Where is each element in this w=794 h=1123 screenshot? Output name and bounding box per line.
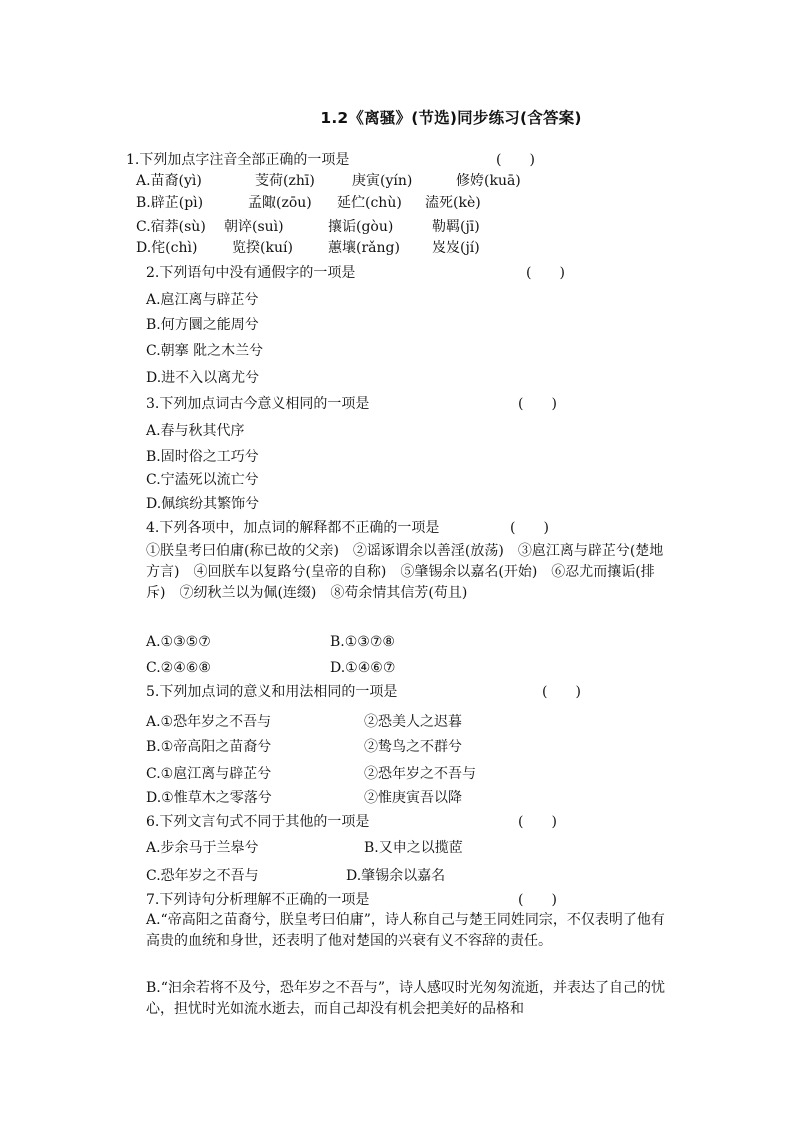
q4-stem: 4.下列各项中，加点词的解释都不正确的一项是 <box>146 520 440 536</box>
q5-answer-blank: ( ) <box>542 684 581 700</box>
q5-option-c-1: C.①扈江离与辟芷兮 <box>146 766 272 782</box>
q3-option-a: A.春与秋其代序 <box>146 423 245 439</box>
q4-option-d: D.①④⑥⑦ <box>330 660 396 676</box>
q5-option-d-2: ②惟庚寅吾以降 <box>364 790 462 806</box>
q3-option-d: D.佩缤纷其繁饰兮 <box>146 496 260 512</box>
q4-option-c: C.②④⑥⑧ <box>146 660 211 676</box>
q1-option-c-1: C.宿莽(sù) <box>136 219 206 235</box>
q1-option-d-3: 蕙壤(rǎng) <box>328 240 400 256</box>
q1-option-d-4: 岌岌(jí) <box>432 240 480 256</box>
q1-option-c-3: 攘诟(gòu) <box>328 219 394 235</box>
q1-option-d-2: 览揆(kuí) <box>232 240 293 256</box>
q3-option-b: B.固时俗之工巧兮 <box>146 449 259 465</box>
q2-option-a: A.扈江离与辟芷兮 <box>146 292 259 308</box>
q5-stem: 5.下列加点词的意义和用法相同的一项是 <box>146 684 398 700</box>
q2-answer-blank: ( ) <box>526 265 565 281</box>
q5-option-b-2: ②鸷鸟之不群兮 <box>364 739 462 755</box>
q2-stem: 2.下列语句中没有通假字的一项是 <box>146 265 356 281</box>
q1-option-b-2: 孟陬(zōu) <box>248 195 312 211</box>
q1-option-d-1: D.侘(chì) <box>136 240 198 256</box>
q4-option-b: B.①③⑦⑧ <box>330 634 395 650</box>
q1-option-b-3: 延伫(chù) <box>337 195 402 211</box>
q6-stem: 6.下列文言句式不同于其他的一项是 <box>146 814 370 830</box>
q1-option-a-2: 芰荷(zhī) <box>255 173 315 189</box>
q6-option-d: D.肇锡余以嘉名 <box>346 868 446 884</box>
q1-option-b-1: B.辟芷(pì) <box>136 195 204 211</box>
q3-stem: 3.下列加点词古今意义相同的一项是 <box>146 396 370 412</box>
q6-option-c: C.恐年岁之不吾与 <box>146 868 259 884</box>
q4-option-a: A.①③⑤⑦ <box>146 634 211 650</box>
q7-option-a: A.“帝高阳之苗裔兮，朕皇考曰伯庸”，诗人称自己与楚王同姓同宗，不仅表明了他有高贵的血统和身世，还表明了他对楚国的兴衰有义不容辞的责任。 <box>146 912 665 949</box>
q2-option-c: C.朝搴 阰之木兰兮 <box>146 343 264 359</box>
q6-option-a: A.步余马于兰皋兮 <box>146 840 259 856</box>
q7-answer-blank: ( ) <box>518 892 557 908</box>
q1-option-c-2: 朝谇(suì) <box>224 219 284 235</box>
q3-answer-blank: ( ) <box>518 396 557 412</box>
q5-option-a-2: ②恐美人之迟暮 <box>364 714 462 730</box>
q1-option-b-4: 溘死(kè) <box>425 195 481 211</box>
q3-option-c: C.宁溘死以流亡兮 <box>146 472 259 488</box>
q6-answer-blank: ( ) <box>518 814 557 830</box>
q4-statements: ①朕皇考曰伯庸(称已故的父亲) ②谣诼谓余以善淫(放荡) ③扈江离与辟芷兮(楚地方言) ④回朕车以复路兮(皇帝的自称) ⑤肇锡余以嘉名(开始) ⑥忍尤而攘诟(排斥) ⑦纫秋兰以为佩(连缀) ⑧苟余情其信芳(苟且) <box>146 543 664 601</box>
q4-answer-blank: ( ) <box>510 520 549 536</box>
q7-stem: 7.下列诗句分析理解不正确的一项是 <box>146 892 370 908</box>
q1-answer-blank: ( ) <box>496 152 535 168</box>
q2-option-b: B.何方圜之能周兮 <box>146 317 259 333</box>
q5-option-a-1: A.①恐年岁之不吾与 <box>146 714 272 730</box>
q1-option-a-1: A.苗裔(yì) <box>136 173 202 189</box>
q7-option-b: B.“汩余若将不及兮，恐年岁之不吾与”，诗人感叹时光匆匆流逝，并表达了自己的忧心，担忧时光如流水逝去，而自己却没有机会把美好的品格和 <box>146 980 666 1017</box>
q2-option-d: D.进不入以离尤兮 <box>146 370 260 386</box>
q1-option-a-3: 庚寅(yín) <box>352 173 413 189</box>
q5-option-c-2: ②恐年岁之不吾与 <box>364 766 476 782</box>
page-title: 1.2《离骚》(节选)同步练习(含答案) <box>320 109 582 127</box>
q5-option-b-1: B.①帝高阳之苗裔兮 <box>146 739 272 755</box>
q6-option-b: B.又申之以揽茝 <box>364 840 463 856</box>
q5-option-d-1: D.①惟草木之零落兮 <box>146 790 272 806</box>
q1-stem: 1.下列加点字注音全部正确的一项是 <box>126 152 350 168</box>
q1-option-a-4: 修姱(kuā) <box>456 173 521 189</box>
q1-option-c-4: 勒羁(jī) <box>432 219 480 235</box>
